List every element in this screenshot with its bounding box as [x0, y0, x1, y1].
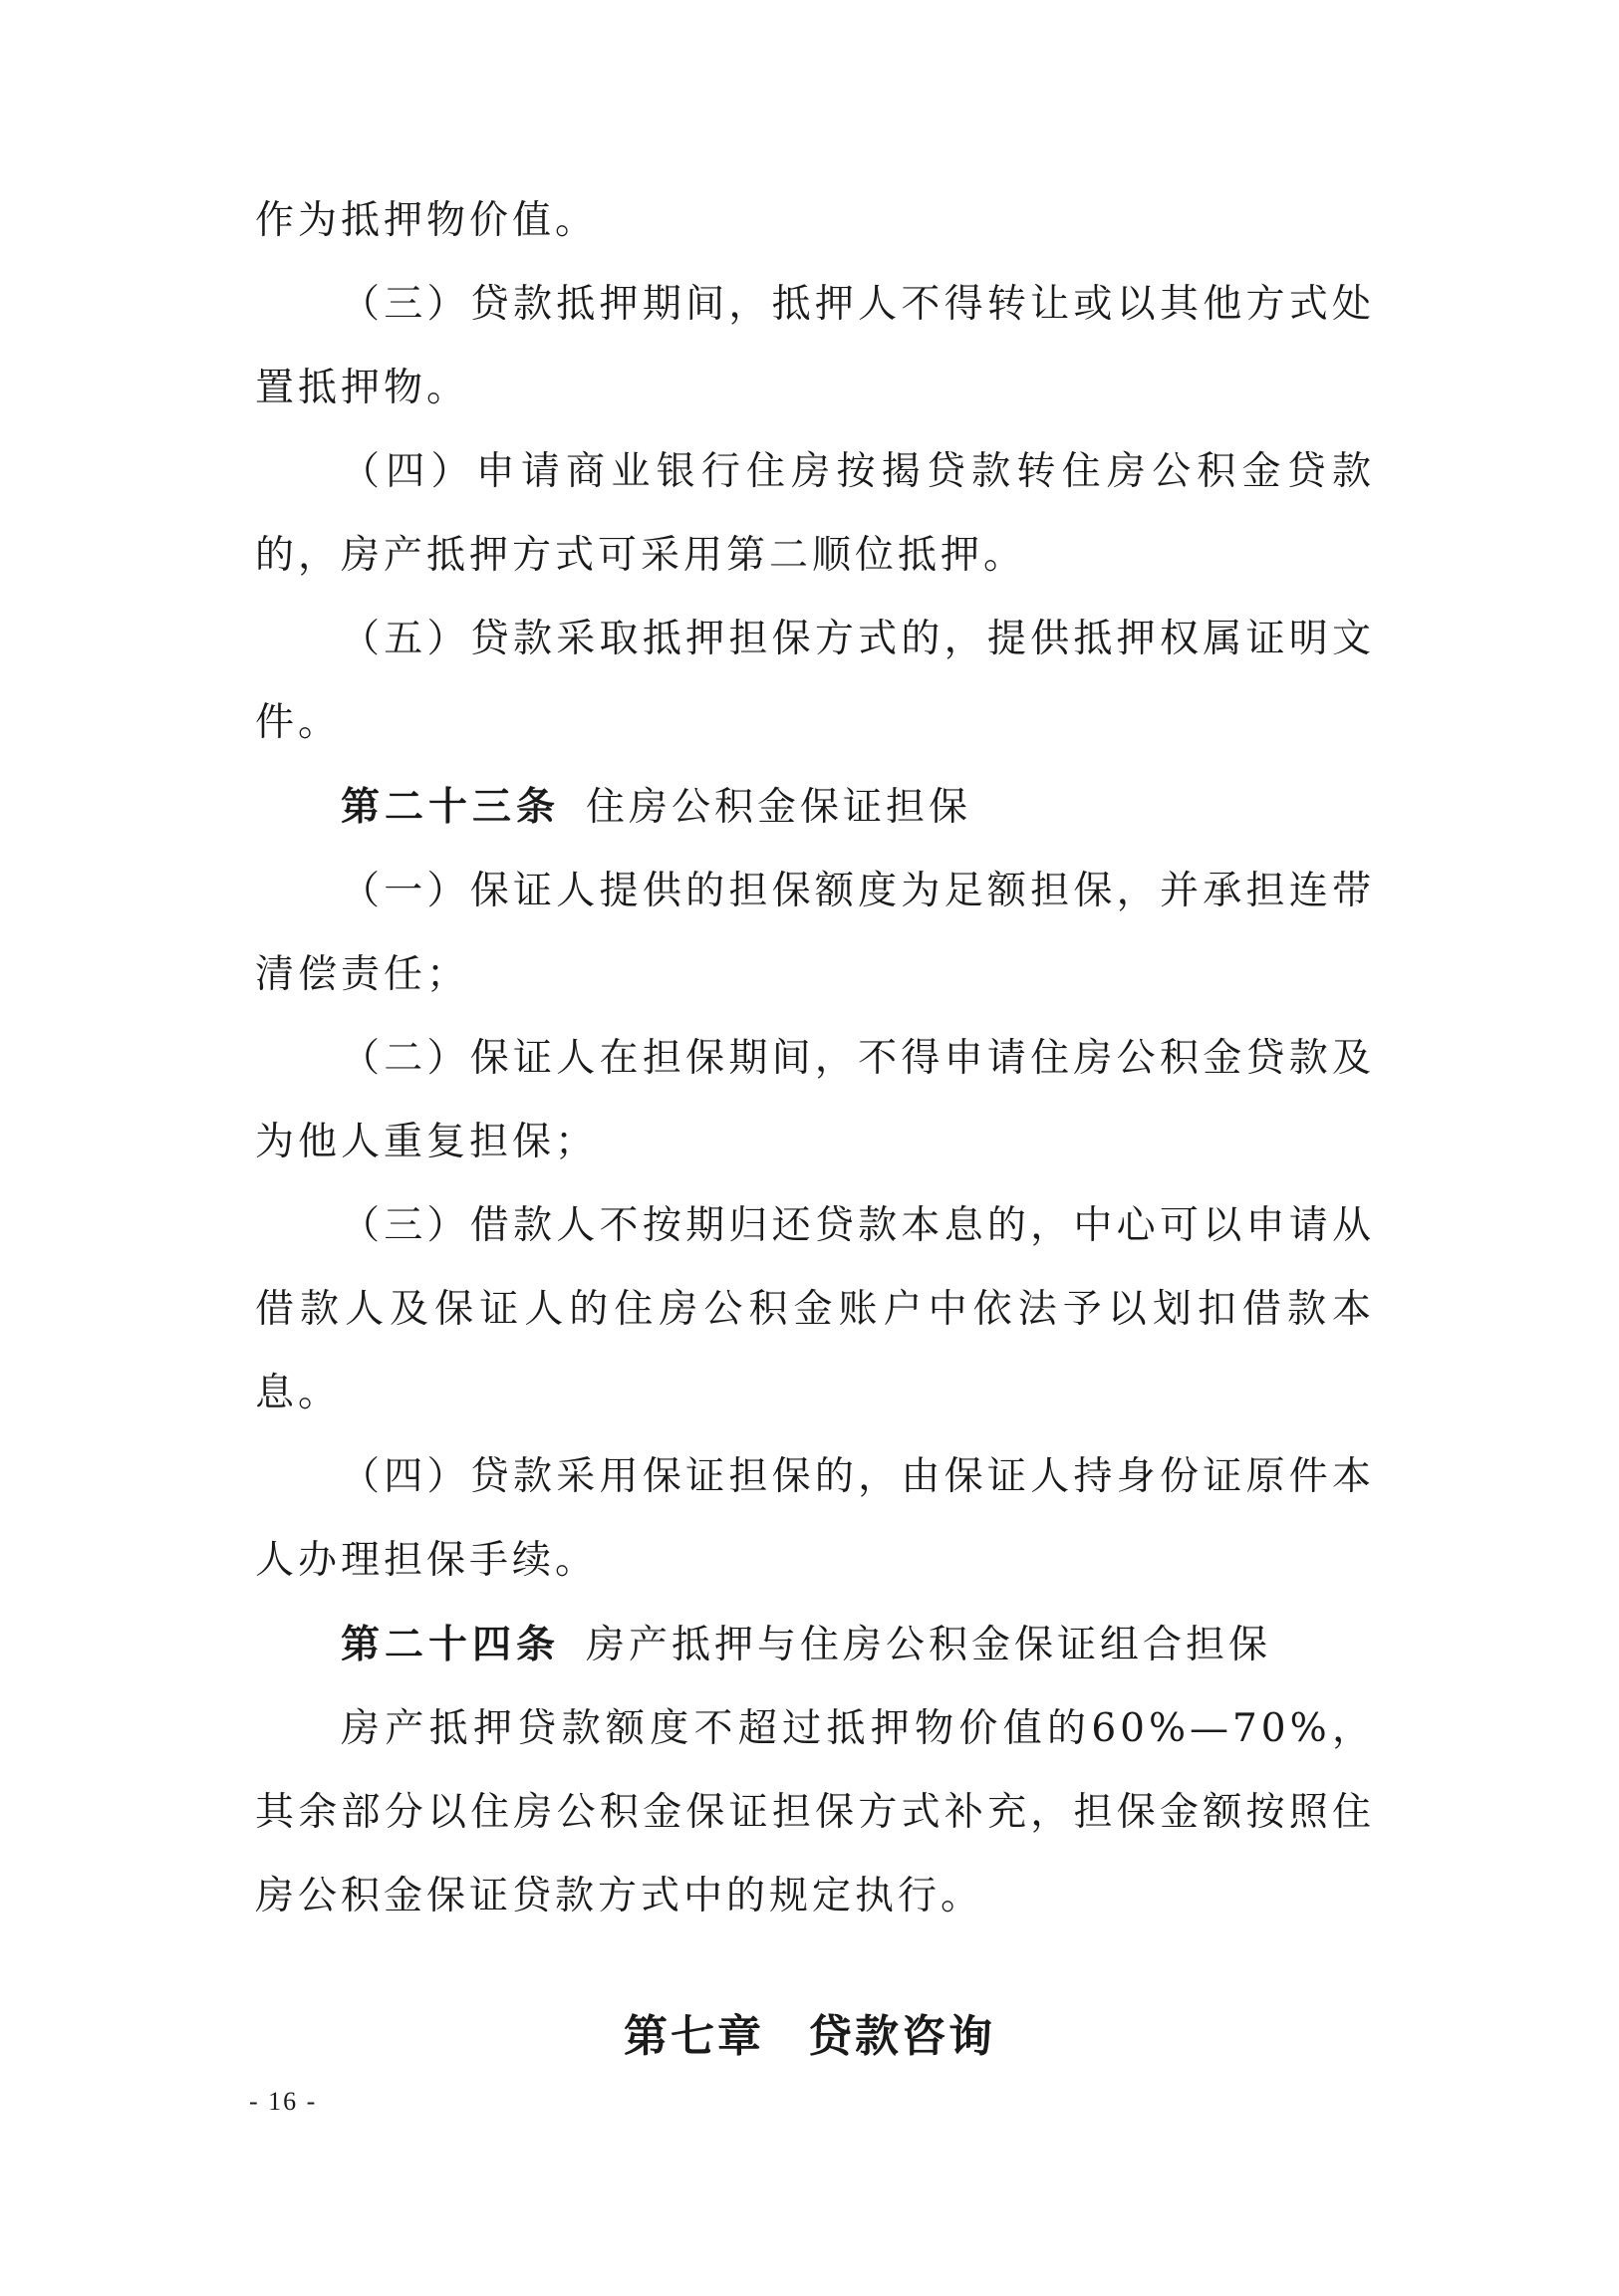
- article-23-heading: [255, 765, 1375, 850]
- chapter-heading: [0, 2002, 1619, 2072]
- paragraph-item-5: （五）贷款采取抵押担保方式的，提供抵押权属证明文件。: [255, 617, 1375, 745]
- paragraph-continuation: 作为抵押物价值。: [255, 198, 599, 243]
- article-24-title: 房产抵押与住房公积金保证组合担保: [586, 1623, 1272, 1667]
- article-23-number: 第二十三条: [341, 784, 561, 830]
- article-23-item-2: （二）保证人在担保期间，不得申请住房公积金贷款及为他人重复担保；: [255, 1036, 1375, 1164]
- page-number: - 16 -: [249, 2087, 318, 2116]
- chapter-number: 第七章: [624, 2011, 764, 2062]
- document-body: [255, 179, 1375, 1938]
- article-24-heading: [255, 1603, 1375, 1687]
- paragraph-item-4: （四）申请商业银行住房按揭贷款转住房公积金贷款的，房产抵押方式可采用第二顺位抵押。: [255, 449, 1375, 578]
- article-23-title: 住房公积金保证担保: [586, 785, 972, 830]
- paragraph-item-3: （三）贷款抵押期间，抵押人不得转让或以其他方式处置抵押物。: [255, 282, 1375, 410]
- article-23-item-4: （四）贷款采用保证担保的，由保证人持身份证原件本人办理担保手续。: [255, 1454, 1375, 1583]
- article-24-number: 第二十四条: [341, 1622, 561, 1667]
- article-23-item-1: （一）保证人提供的担保额度为足额担保，并承担连带清偿责任；: [255, 869, 1375, 997]
- article-24-body: 房产抵押贷款额度不超过抵押物价值的60%—70%，其余部分以住房公积金保证担保方式补充，担保金额按照住房公积金保证贷款方式中的规定执行。: [255, 1706, 1375, 1918]
- chapter-title: 贷款咨询: [808, 2011, 995, 2062]
- article-23-item-3: （三）借款人不按期归还贷款本息的，中心可以申请从借款人及保证人的住房公积金账户中依法予以划扣借款本息。: [255, 1203, 1375, 1415]
